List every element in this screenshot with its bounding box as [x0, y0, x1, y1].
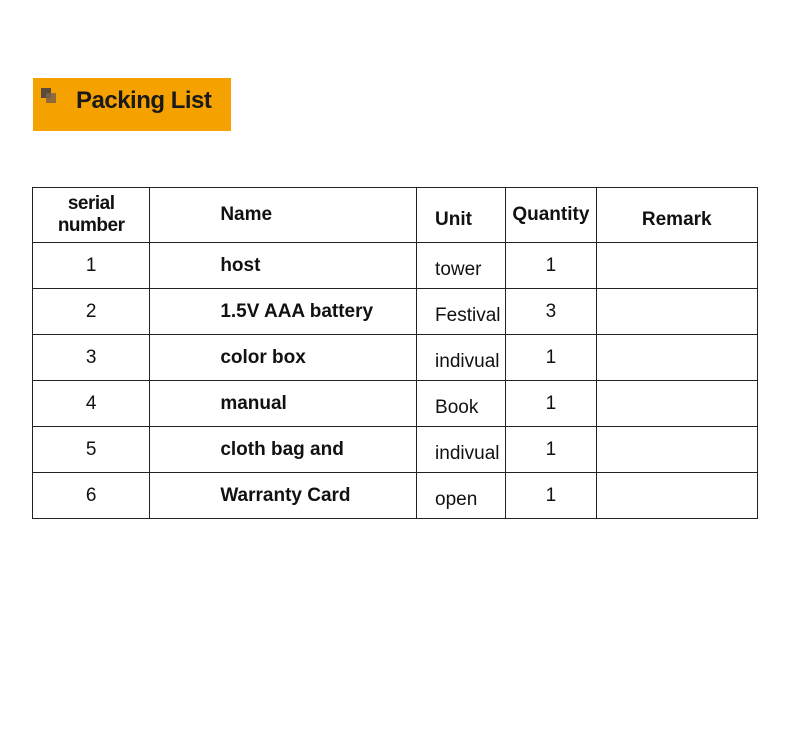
column-header-remark: Remark [596, 188, 757, 243]
quantity-cell: 1 [506, 427, 596, 473]
name-cell: color box [150, 335, 417, 381]
serial-cell: 1 [33, 243, 150, 289]
table-row [33, 335, 758, 381]
packing-list-table [32, 187, 758, 519]
remark-cell [596, 427, 757, 473]
column-header-name: Name [150, 188, 417, 243]
table-row [33, 473, 758, 519]
quantity-cell: 1 [506, 473, 596, 519]
serial-cell: 5 [33, 427, 150, 473]
name-cell: manual [150, 381, 417, 427]
column-header-unit: Unit [417, 188, 506, 243]
page-title: Packing List [76, 87, 212, 114]
table-row [33, 427, 758, 473]
name-cell: 1.5V AAA battery [150, 289, 417, 335]
unit-cell: tower [417, 243, 506, 289]
quantity-cell: 1 [506, 243, 596, 289]
column-header-quantity: Quantity [506, 188, 596, 243]
table-row [33, 289, 758, 335]
quantity-cell: 1 [506, 381, 596, 427]
unit-cell: indivual [417, 335, 506, 381]
square-bullet-icon [41, 88, 57, 104]
serial-cell: 4 [33, 381, 150, 427]
serial-cell: 3 [33, 335, 150, 381]
quantity-cell: 1 [506, 335, 596, 381]
unit-cell: Book [417, 381, 506, 427]
serial-cell: 2 [33, 289, 150, 335]
remark-cell [596, 381, 757, 427]
column-header-serial: serial number [33, 188, 150, 243]
quantity-cell: 3 [506, 289, 596, 335]
table-row [33, 243, 758, 289]
name-cell: host [150, 243, 417, 289]
remark-cell [596, 473, 757, 519]
remark-cell [596, 243, 757, 289]
name-cell: cloth bag and [150, 427, 417, 473]
header-banner [33, 78, 231, 131]
unit-cell: indivual [417, 427, 506, 473]
table-header-row [33, 188, 758, 243]
table-row [33, 381, 758, 427]
serial-cell: 6 [33, 473, 150, 519]
unit-cell: open [417, 473, 506, 519]
remark-cell [596, 289, 757, 335]
remark-cell [596, 335, 757, 381]
unit-cell: Festival [417, 289, 506, 335]
name-cell: Warranty Card [150, 473, 417, 519]
